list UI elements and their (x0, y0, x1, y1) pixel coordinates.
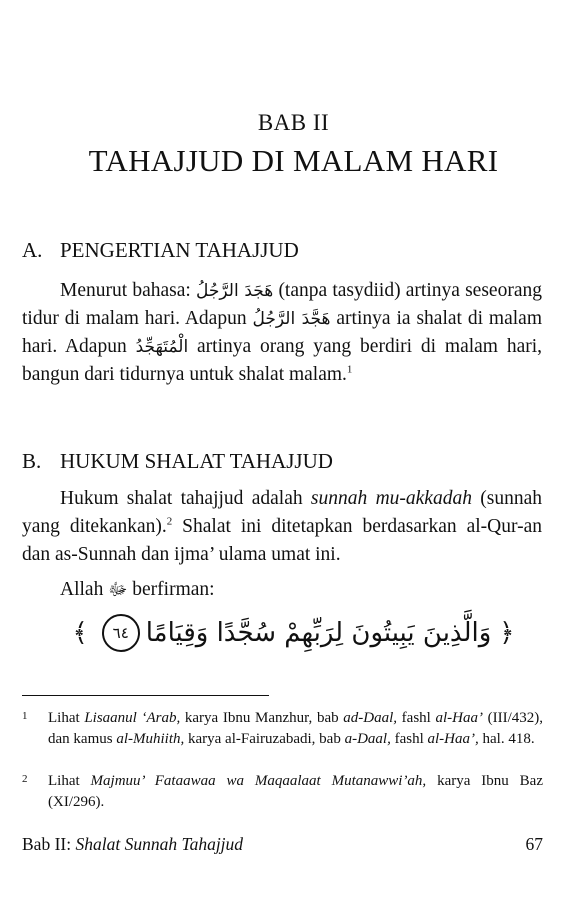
arabic-term-hajada: هَجَدَ الرَّجُلُ (196, 281, 274, 301)
footnote-2-number: 2 (22, 773, 28, 785)
footer-chapter-title: Shalat Sunnah Tahajjud (75, 834, 244, 854)
footnote-2-text (48, 771, 543, 813)
fn1-i3: al-Haa’ (435, 710, 483, 726)
section-b-number: B. (22, 449, 42, 473)
section-b-text-3: Shalat ini ditetapkan berdasarkan al-Qur-an dan as-Sunnah dan ijma’ ulama umat ini. (22, 516, 542, 565)
footnote-2 (22, 771, 543, 813)
fn1-a: Lihat (48, 710, 80, 726)
footer-chapter-prefix: Bab II: (22, 834, 72, 854)
verse-open-bracket: ﴿ (499, 618, 515, 648)
fn1-i5: a-Daal, (344, 731, 391, 747)
footnote-divider (22, 695, 269, 696)
fn2-b: karya Ibnu Baz (XI/296). (48, 773, 543, 810)
fn1-g: hal. 418. (482, 731, 535, 747)
fn1-i2: ad-Daal, (343, 710, 398, 726)
section-b-paragraph (22, 485, 542, 569)
arabic-term-hajjada: هَجَّدَ الرَّجُلُ (252, 309, 331, 329)
allah-line (22, 576, 542, 604)
fn1-b: karya Ibnu Manzhur, bab (184, 710, 339, 726)
fn2-i1: Majmuu’ Fataawaa wa Maqaalaat Mutanawwi’ah, (90, 773, 427, 789)
allah-text: Allah (60, 579, 104, 600)
section-a-paragraph (22, 277, 542, 389)
fn1-e: karya al-Fairuzabadi, bab (188, 731, 341, 747)
section-a-text-4: artinya orang yang berdiri di malam hari, bangun dari tidurnya untuk shalat malam. (22, 336, 543, 385)
fn1-i1: Lisaanul ‘Arab, (84, 710, 181, 726)
verse-close-bracket: ﴾ (72, 618, 88, 648)
section-b-title: HUKUM SHALAT TAHAJJUD (60, 449, 333, 473)
section-a-text-3: artinya ia shalat di malam hari. Adapun (22, 308, 542, 357)
page-footer (22, 834, 543, 855)
ayah-number-badge: ٦٤ (102, 614, 140, 652)
running-footer (22, 834, 243, 855)
fn2-a: Lihat (48, 773, 80, 789)
section-a-text-2: (tanpa tasydiid) artinya seseorang tidur di malam hari. Adapun (22, 280, 542, 329)
footnote-ref-2[interactable]: 2 (166, 515, 173, 528)
section-a-number: A. (22, 238, 43, 262)
page-number: 67 (525, 834, 543, 854)
footnote-1-number: 1 (22, 710, 28, 722)
section-b-heading (22, 449, 333, 474)
jalla-jalaluh-glyph: ﷻ (108, 580, 128, 600)
footnote-ref-1[interactable]: 1 (346, 363, 353, 376)
fn1-i6: al-Haa’, (427, 731, 479, 747)
footnote-1-text (48, 708, 543, 750)
section-b-text-2: (sunnah yang ditekankan). (22, 488, 543, 537)
quran-verse (30, 608, 557, 658)
footnote-1 (22, 708, 543, 750)
section-a-title: PENGERTIAN TAHAJJUD (60, 238, 299, 262)
verse-text: وَالَّذِينَ يَبِيتُونَ لِرَبِّهِمْ سُجَّدًا وَقِيَامًا (145, 618, 492, 648)
fn1-c: fashl (401, 710, 431, 726)
chapter-title: TAHAJJUD DI MALAM HARI (88, 143, 499, 178)
arabic-term-mutahajjid: الْمُتَهَجِّدُ (135, 337, 189, 357)
fn1-f: fashl (394, 731, 424, 747)
chapter-label: BAB II (257, 110, 330, 135)
berfirman-text: berfirman: (132, 579, 215, 600)
fn1-d: (III/432), dan kamus (48, 710, 544, 747)
fn1-i4: al-Muhiith, (116, 731, 185, 747)
section-b-italic-term: sunnah mu-akkadah (310, 488, 472, 509)
section-b-text-1: Hukum shalat tahajjud adalah (60, 488, 303, 509)
section-a-text-1: Menurut bahasa: (60, 280, 191, 301)
section-a-heading (22, 238, 299, 263)
